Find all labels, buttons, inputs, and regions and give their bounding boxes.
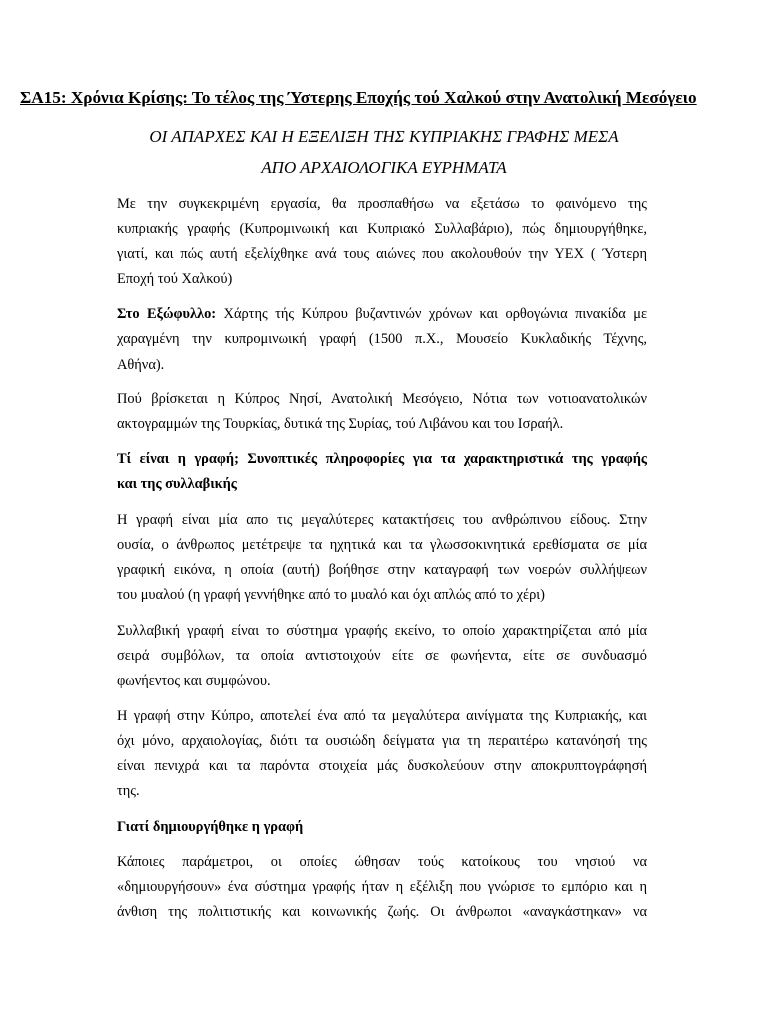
paragraph-line: «δημιουργήσουν» ένα σύστημα γραφής ήταν η εξέλιξη που γνώρισε το εμπόριο και η [117,879,647,895]
location-line: Πού βρίσκεται η Κύπρος Νησί, Ανατολική Μεσόγειο, Νότια των νοτιοανατολικών [117,391,647,407]
paragraph-line: σειρά συμβόλων, τα οποία αντιστοιχούν είτε σε φωνήεντα, είτε σε συνδυασμό [117,648,647,664]
cover-line: Αθήνα). [117,357,165,373]
paragraph-line: της. [117,783,140,799]
paragraph-line: γραφική εικόνα, η οποία (αυτή) βοήθησε στην καταγραφή των νοερών συλλήψεων [117,562,647,578]
paragraph-line: όχι μόνο, αρχαιολογίας, διότι τα ουσιώδη δείγματα για τη περαιτέρω κατανόησή της [117,733,647,749]
cover-label: Στο Εξώφυλλο: [117,306,217,322]
cover-line [117,305,647,323]
location-line: ακτογραμμών της Τουρκίας, δυτικά της Συρίας, τού Λιβάνου και του Ισραήλ. [117,416,564,432]
paragraph-line: άνθιση της πολιτιστικής και κοινωνικής ζωής. Οι άνθρωποι «αναγκάστηκαν» να [117,904,647,920]
intro-line: γιατί, και πώς αυτή εξελίχθηκε ανά τους αιώνες που ακολουθούν την ΥΕΧ ( Ύστερη [117,246,647,262]
section-heading: και της συλλαβικής [117,476,237,492]
paragraph-line: του μυαλού (η γραφή γεννήθηκε από το μυαλό και όχι απλώς από το χέρι) [117,587,545,603]
paragraph-line: Συλλαβική γραφή είναι το σύστημα γραφής εκείνο, το οποίο χαρακτηρίζεται από μία [117,623,647,639]
section-heading: Γιατί δημιουργήθηκε η γραφή [117,819,304,835]
essay-title-line-1: ΟΙ ΑΠΑΡΧΕΣ ΚΑΙ Η ΕΞΕΛΙΞΗ ΤΗΣ ΚΥΠΡΙΑΚΗΣ ΓΡΑΦΗΣ ΜΕΣΑ [149,127,619,146]
section-heading: Τί είναι η γραφή; Συνοπτικές πληροφορίες για τα χαρακτηριστικά της γραφής [117,451,647,467]
paragraph-line: Κάποιες παράμετροι, οι οποίες ώθησαν τούς κατοίκους του νησιού να [117,854,647,870]
paragraph-line: φωνήεντος και συμφώνου. [117,673,271,689]
paragraph-line: ουσία, ο άνθρωπος μετέτρεψε τα ηχητικά και τα γλωσσοκινητικά ερεθίσματα σε μία [117,537,647,553]
paragraph-line: Η γραφή στην Κύπρο, αποτελεί ένα από τα μεγαλύτερα αινίγματα της Κυπριακής, και [117,708,647,724]
paragraph-line: είναι πενιχρά και τα παρόντα στοιχεία μάς δυσκολεύουν στην αποκρυπτογράφησή [117,758,647,774]
intro-line: Εποχή τού Χαλκού) [117,271,233,287]
intro-line: κυπριακής γραφής (Κυπρομινωική και Κυπριακό Συλλαβάριο), πώς δημιουργήθηκε, [117,221,647,237]
intro-line: Με την συγκεκριμένη εργασία, θα προσπαθήσω να εξετάσω το φαινόμενο της [117,196,647,212]
cover-line: χαραγμένη την κυπρομινωική γραφή (1500 π.Χ., Μουσείο Κυκλαδικής Τέχνης, [117,331,647,347]
course-title: ΣΑ15: Χρόνια Κρίσης: Το τέλος της Ύστερης Εποχής τού Χαλκού στην Ανατολική Μεσόγειο [20,88,697,107]
cover-text: Χάρτης τής Κύπρου βυζαντινών χρόνων και ορθογώνια πινακίδα με [216,306,647,322]
essay-title-line-2: ΑΠΟ ΑΡΧΑΙΟΛΟΓΙΚΑ ΕΥΡΗΜΑΤΑ [261,158,507,177]
paragraph-line: Η γραφή είναι μία απο τις μεγαλύτερες κατακτήσεις του ανθρώπινου είδους. Στην [117,512,647,528]
